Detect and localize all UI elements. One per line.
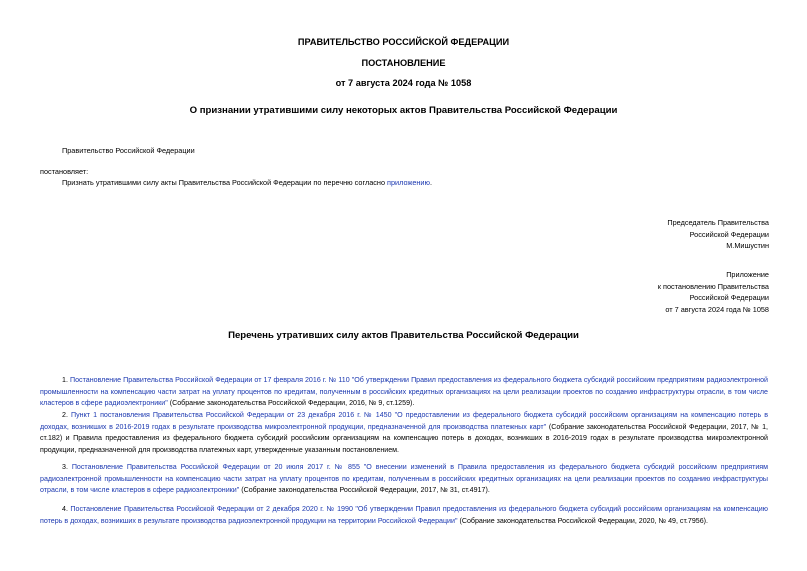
date-number-heading: от 7 августа 2024 года № 1058 <box>335 78 472 88</box>
appendix-line2: Российской Федерации <box>689 293 769 303</box>
signature-name: М.Мишустин <box>726 241 769 251</box>
signature-line1: Председатель Правительства <box>667 218 769 227</box>
item-tail: (Собрание законодательства Российской Федерации, 2020, № 49, ст.7956). <box>457 516 709 525</box>
item-number: 4. <box>62 505 71 513</box>
item-tail: (Собрание законодательства Российской Федерации, 2017, № 31, ст.4917). <box>239 486 490 495</box>
resolve-end: . <box>429 178 432 187</box>
list-item <box>40 504 768 527</box>
item-number: 2. <box>62 411 71 419</box>
government-heading: ПРАВИТЕЛЬСТВО РОССИЙСКОЙ ФЕДЕРАЦИИ <box>297 37 510 47</box>
list-item <box>40 462 768 497</box>
signature-block <box>667 217 769 252</box>
intro-text: Правительство Российской Федерации <box>62 146 195 155</box>
appendix-label: Приложение <box>726 270 769 279</box>
doc-type-heading: ПОСТАНОВЛЕНИЕ <box>361 58 446 68</box>
appendix-line1: к постановлению Правительства <box>657 281 769 291</box>
document-title: О признании утратившими силу некоторых актов Правительства Российской Федерации <box>189 105 618 116</box>
appendix-link[interactable]: приложению <box>387 178 430 187</box>
item-link[interactable]: Постановление Правительства Российской Федерации от 17 февраля 2016 г. № 110 "Об утверждении Правил предоставления из федерального бюджета субсидий российским предприятиям радиоэлектронной промышленности на компенсацию части затрат на уплату процентов по кредитам, полученным в российских кредитных организациях на цели реализации проектов по созданию инфраструктуры отрасли, в том числе кластеров в сфере радиоэлектроники" <box>40 376 768 408</box>
appendix-block <box>658 269 769 315</box>
item-link[interactable]: Постановление Правительства Российской Федерации от 2 декабря 2020 г. № 1990 "Об утверждении Правил предоставления из федерального бюджета субсидий российским организациям на компенсацию потерь в доходах, возникших в результате производства радиоэлектронной продукции на территории Российской Федерации" <box>40 505 769 525</box>
item-link[interactable]: Пункт 1 постановления Правительства Российской Федерации от 23 декабря 2016 г. № 1450 "О предоставлении из федерального бюджета субсидий российским организациям на компенсацию потерь в доходах, возникших в 2016-2019 годах в результате производства микроэлектронной продукции, предназначенной для производства платежных карт" <box>40 411 769 431</box>
list-item <box>40 375 768 410</box>
item-link[interactable]: Постановление Правительства Российской Федерации от 20 июля 2017 г. № 855 "О внесении изменений в Правила предоставления из федерального бюджета субсидий российским предприятиям радиоэлектронной промышленности на компенсацию части затрат на уплату процентов по кредитам, полученным в российских кредитных организациях на цели реализации проектов по созданию инфраструктуры отрасли, в том числе кластеров в сфере радиоэлектроники" <box>40 463 768 495</box>
resolve-text: Признать утратившими силу акты Правительства Российской Федерации по перечню согласно <box>62 178 388 187</box>
item-number: 3. <box>62 463 72 471</box>
appendix-line3: от 7 августа 2024 года № 1058 <box>665 304 769 314</box>
decrees-text: постановляет: <box>40 167 89 176</box>
list-item <box>40 410 768 457</box>
appendix-title: Перечень утративших силу актов Правительства Российской Федерации <box>228 330 579 341</box>
item-tail: (Собрание законодательства Российской Федерации, 2017, № 1, ст.182) и Правила предоставления из федерального бюджета субсидий российским организациям на компенсацию потерь в доходах, возникших в 2016-2019 годах в результате производства микроэлектронной продукции, предназначенной для производства платежных карт, утвержденные указанным постановлением. <box>40 422 768 455</box>
signature-line2: Российской Федерации <box>689 229 769 239</box>
item-number: 1. <box>62 376 70 384</box>
resolve-paragraph <box>62 178 432 187</box>
item-tail: (Собрание законодательства Российской Федерации, 2016, № 9, ст.1259). <box>167 399 415 408</box>
